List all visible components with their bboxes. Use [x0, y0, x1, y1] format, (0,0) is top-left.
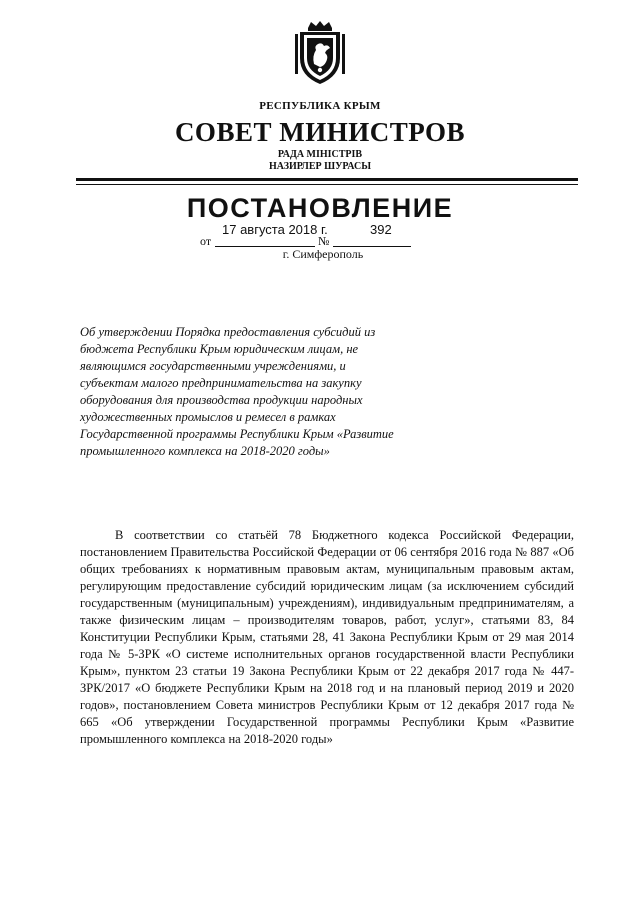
header-divider-thick [76, 178, 578, 181]
council-name: СОВЕТ МИНИСТРОВ [174, 117, 466, 147]
decree-title: ПОСТАНОВЛЕНИЕ [186, 193, 454, 223]
decree-date: 17 августа 2018 г. [222, 222, 328, 237]
decree-city: г. Симферополь [282, 247, 364, 261]
council-name-crimean-tatar: НАЗИРЛЕР ШУРАСЫ [268, 161, 372, 172]
decree-date-number-line [200, 222, 440, 248]
decree-subject: Об утверждении Порядка предоставления субсидий из бюджета Республики Крым юридическим лицам, не являющимся государственными учреждениями, и субъектам малого предпринимательства на закупку оборудования для производства продукции народных художественных промыслов и ремесел в рамках Государственной программы Республики Крым «Развитие промышленного комплекса на 2018-2020 годы» [80, 325, 394, 458]
number-sign: № [318, 234, 330, 248]
header-divider-thin [76, 184, 578, 185]
decree-body-paragraph: В соответствии со статьёй 78 Бюджетного кодекса Российской Федерации, постановлением Правительства Российской Федерации от 06 сентября 2016 года № 887 «Об общих требованиях к нормативным правовым актам, муниципальным правовым актам, регулирующим предоставление субсидий юридическим лицам (за исключением субсидий государственным (муниципальным) учреждениям), индивидуальным предпринимателям, а также физическим лицам – производителям товаров, работ, услуг», статьями 83, 84 Конституции Республики Крым, статьями 28, 41 Закона Республики Крым от 29 мая 2014 года № 5-ЗРК «О системе исполнительных органов государственной власти Республики Крым», пунктом 23 статьи 19 Закона Республики Крым от 22 декабря 2017 года № 447-ЗРК/2017 «О бюджете Республики Крым на 2018 год и на плановый период 2019 и 2020 годов», постановлением Совета министров Республики Крым от 12 декабря 2017 года № 665 «Об утверждении Государственной программы Республики Крым «Развитие промышленного комплекса на 2018-2020 годы» [80, 528, 574, 746]
republic-name: РЕСПУБЛИКА КРЫМ [259, 100, 381, 112]
council-name-ukrainian: РАДА МІНІСТРІВ [277, 149, 363, 160]
crimea-coat-of-arms-icon [294, 20, 346, 86]
decree-number: 392 [370, 222, 392, 237]
from-label: от [200, 234, 212, 248]
